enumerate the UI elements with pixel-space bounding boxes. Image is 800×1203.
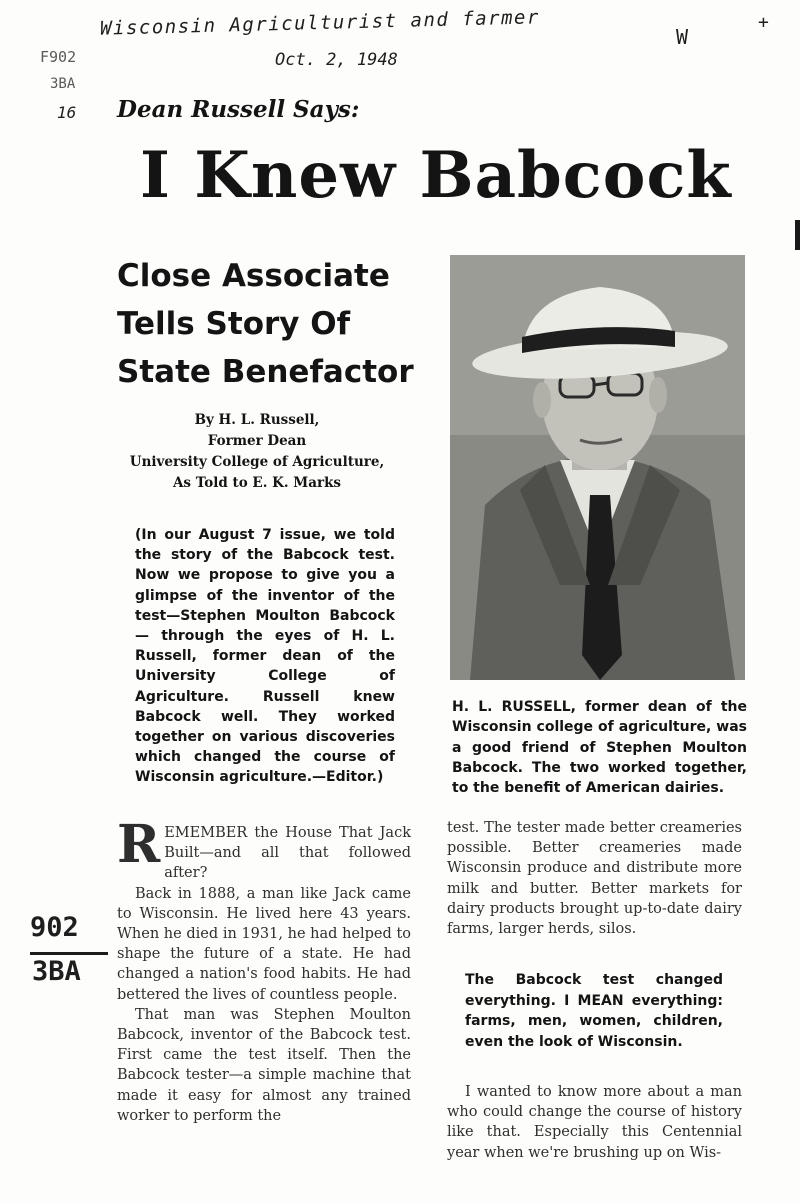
archive-stamp-code: 3BA [32,956,81,987]
archive-stamp-number: 902 [30,912,79,943]
handwritten-publication-name: Wisconsin Agriculturist and farmer [99,6,541,40]
subhead-line: State Benefactor [117,354,414,390]
article-body-left [117,814,411,1126]
drop-cap: R [117,814,161,875]
article-kicker: Dean Russell Says: [117,96,360,123]
byline [117,410,397,494]
pull-quote: The Babcock test changed everything. I MEAN everything: farms, men, women, children, even the look of Wisconsin. [465,972,723,1050]
handwritten-code-f902: F902 [40,48,77,66]
byline-as-told: As Told to E. K. Marks [172,475,342,491]
portrait-illustration [450,255,745,680]
portrait-photo [450,255,745,680]
byline-title: Former Dean [207,433,307,449]
handwritten-code-16: 16 [57,103,77,122]
subhead-line: Tells Story Of [117,306,351,342]
handwritten-code-3ba: 3BA [50,76,76,92]
byline-institution: University College of Agriculture, [129,454,385,470]
byline-author: By H. L. Russell, [194,412,320,428]
scan-edge-mark [795,220,800,250]
article-body-right-continued: I wanted to know more about a man who could change the course of history like that. Especially this Centennial year when we're brushing up on Wis- [447,1084,742,1161]
article-headline: I Knew Babcock [140,138,732,213]
handwritten-date: Oct. 2, 1948 [275,50,398,70]
archive-stamp-divider [30,952,108,955]
photo-caption: H. L. RUSSELL, former dean of the Wisconsin college of agriculture, was a good friend of Stephen Moulton Babcock. The two worked together, to the benefit of American dairies. [452,699,747,797]
body-paragraph: EMEMBER the House That Jack Built—and all that followed after? [164,825,411,882]
body-paragraph: Back in 1888, a man like Jack came to Wisconsin. He lived here 43 years. When he died in 1931, he had helped to shape the future of a state. He had changed a nation's food habits. He had bettered the lives of countless people. [117,885,411,1003]
article-subhead [117,252,427,396]
subhead-line: Close Associate [117,258,390,294]
editor-note: (In our August 7 issue, we told the story of the Babcock test. Now we propose to give you a glimpse of the inventor of the test—Stephen Moulton Babcock — through the eyes of H. L. Russell, former dean of the University College of Agriculture. Russell knew Babcock well. They worked together on various discoveries which changed the course of Wisconsin agriculture.—Editor.) [135,527,395,786]
article-body-right: test. The tester made better creameries possible. Better creameries made Wisconsin produce and distribute more milk and butter. Better markets for dairy products brought up-to-date dairy farms, larger herds, silos. [447,820,742,938]
body-paragraph: That man was Stephen Moulton Babcock, inventor of the Babcock test. First came the test itself. Then the Babcock tester—a simple machine that made it easy for almost any trained worker to perform the [117,1006,411,1124]
handwritten-plus-mark: + [758,12,769,33]
handwritten-w-mark: W [676,25,689,49]
